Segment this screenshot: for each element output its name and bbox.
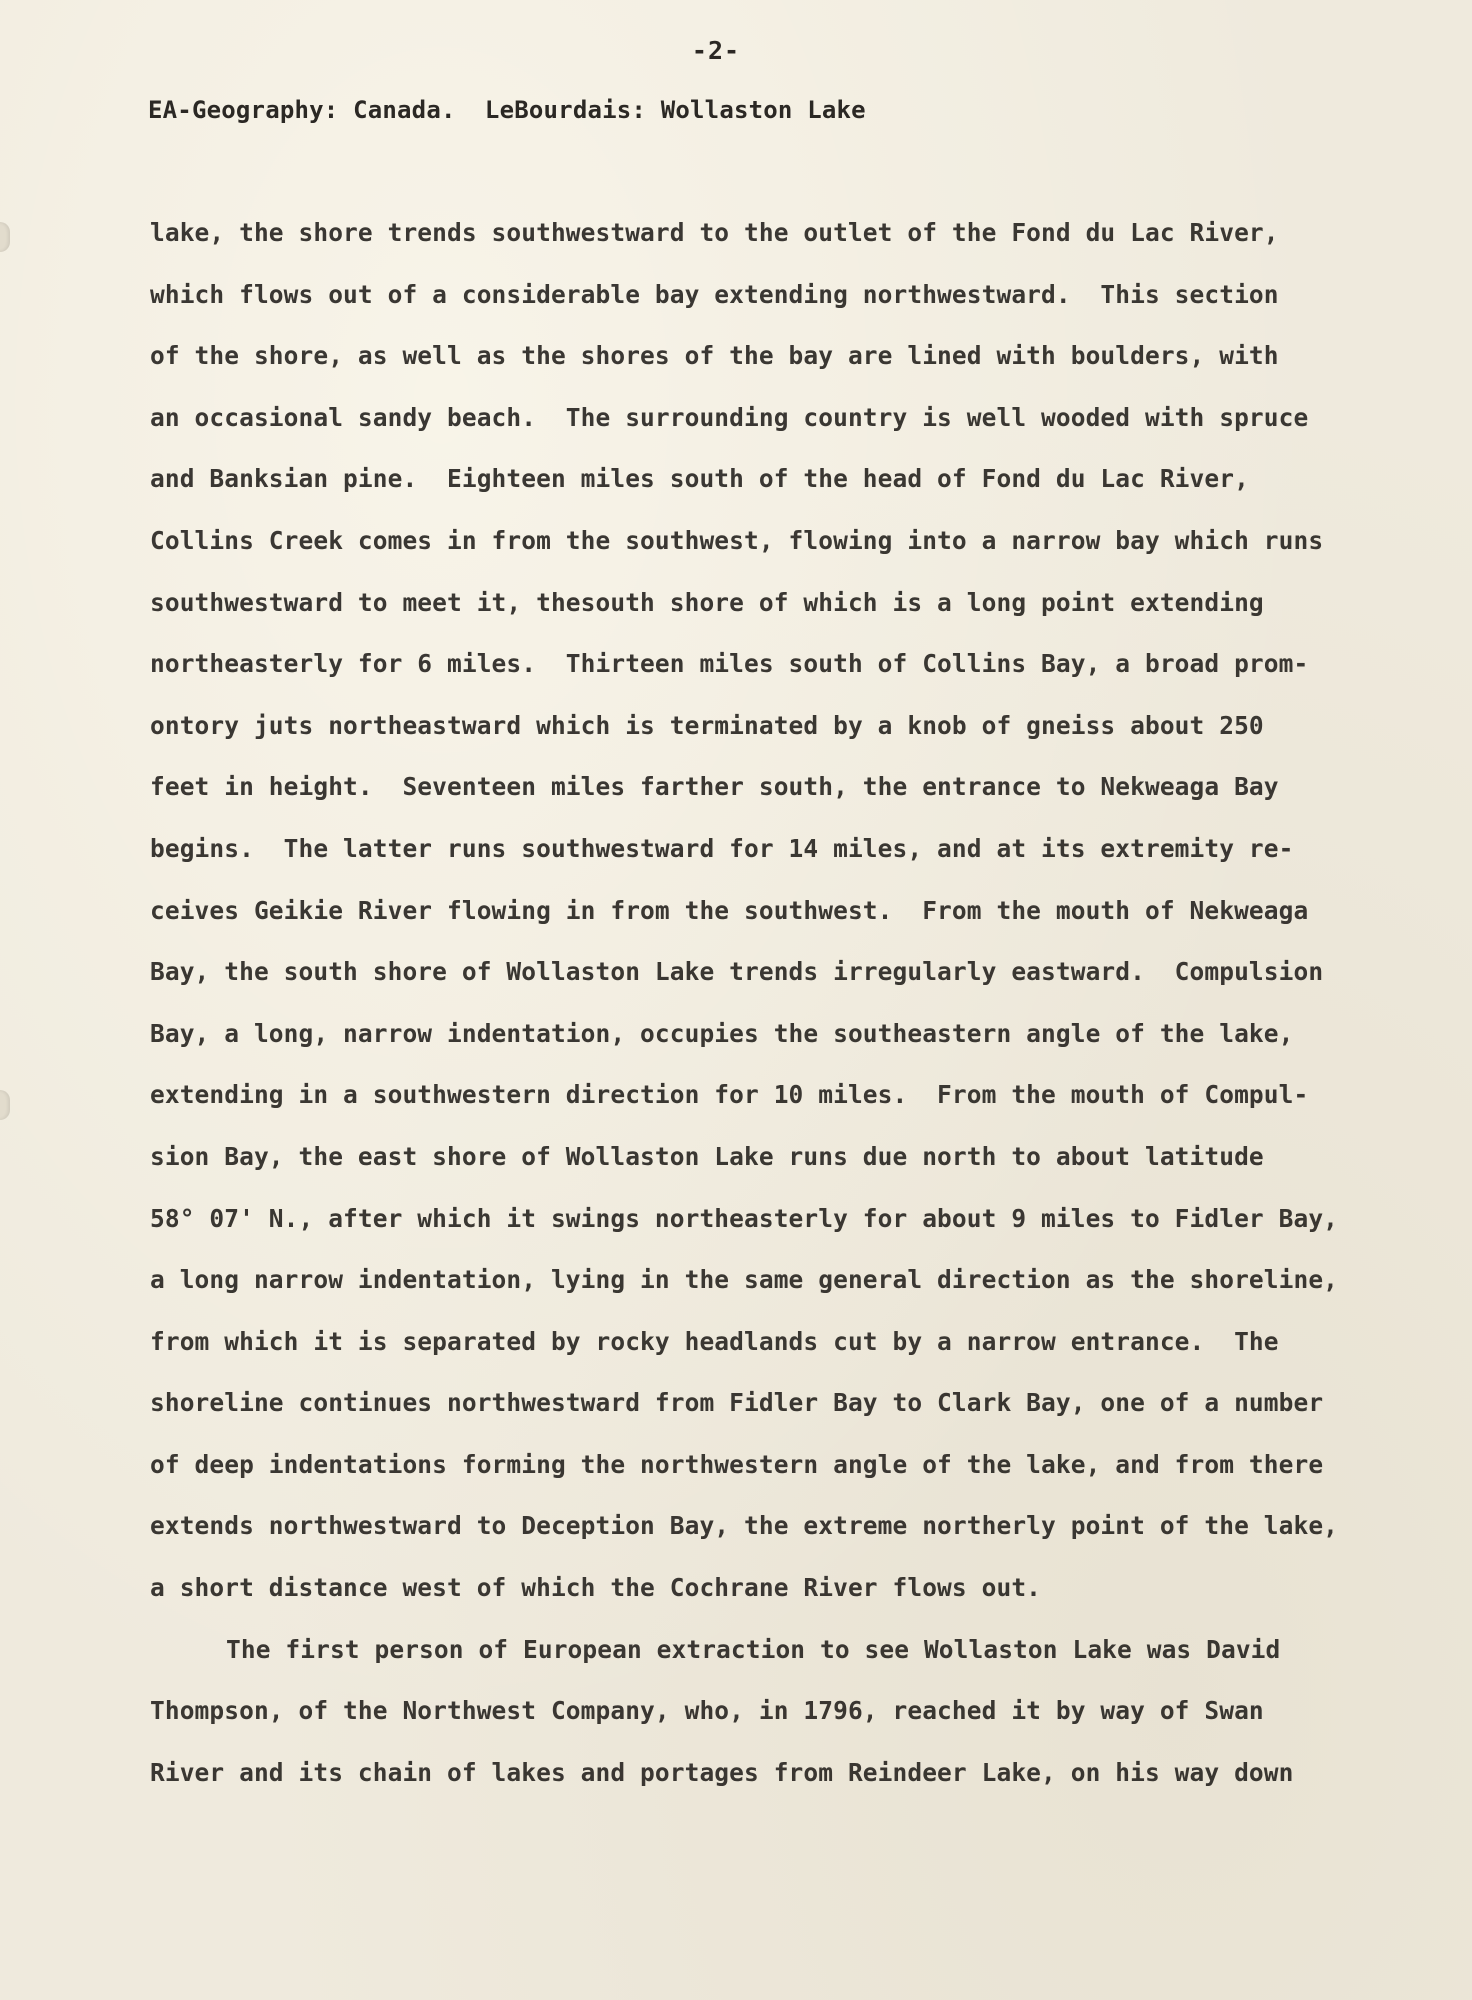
text-line: northeasterly for 6 miles. Thirteen miles south of Collins Bay, a broad prom- bbox=[150, 649, 1309, 679]
body-text bbox=[150, 213, 1380, 1814]
text-line: a short distance west of which the Cochrane River flows out. bbox=[150, 1573, 1042, 1603]
text-line: Bay, a long, narrow indentation, occupies the southeastern angle of the lake, bbox=[150, 1018, 1294, 1048]
text-line: extending in a southwestern direction for 10 miles. From the mouth of Compul- bbox=[150, 1080, 1309, 1110]
binder-hole bbox=[0, 222, 10, 252]
text-line: an occasional sandy beach. The surrounding country is well wooded with spruce bbox=[150, 402, 1309, 432]
text-line: 58° 07' N., after which it swings northeasterly for about 9 miles to Fidler Bay, bbox=[150, 1203, 1339, 1233]
text-line: of deep indentations forming the northwestern angle of the lake, and from there bbox=[150, 1449, 1324, 1479]
page-number-text: -2- bbox=[691, 36, 741, 65]
text-line: shoreline continues northwestward from Fidler Bay to Clark Bay, one of a number bbox=[150, 1388, 1324, 1418]
text-line: River and its chain of lakes and portages from Reindeer Lake, on his way down bbox=[150, 1757, 1294, 1787]
text-line: Bay, the south shore of Wollaston Lake trends irregularly eastward. Compulsion bbox=[150, 957, 1324, 987]
text-line: Thompson, of the Northwest Company, who, in 1796, reached it by way of Swan bbox=[150, 1696, 1264, 1726]
page-number bbox=[0, 36, 1472, 65]
text-line: ceives Geikie River flowing in from the southwest. From the mouth of Nekweaga bbox=[150, 895, 1309, 925]
text-line: and Banksian pine. Eighteen miles south of the head of Fond du Lac River, bbox=[150, 464, 1249, 494]
text-line: a long narrow indentation, lying in the same general direction as the shoreline, bbox=[150, 1265, 1339, 1295]
binder-hole bbox=[0, 1090, 10, 1120]
text-line: The first person of European extraction to see Wollaston Lake was David bbox=[226, 1634, 1281, 1664]
document-header: EA-Geography: Canada. LeBourdais: Wollaston Lake bbox=[148, 96, 866, 124]
text-line: southwestward to meet it, thesouth shore of which is a long point extending bbox=[150, 587, 1264, 617]
text-line: from which it is separated by rocky headlands cut by a narrow entrance. The bbox=[150, 1326, 1279, 1356]
text-line: ontory juts northeastward which is terminated by a knob of gneiss about 250 bbox=[150, 710, 1264, 740]
text-line: sion Bay, the east shore of Wollaston Lake runs due north to about latitude bbox=[150, 1141, 1264, 1171]
text-line: lake, the shore trends southwestward to the outlet of the Fond du Lac River, bbox=[150, 218, 1279, 247]
text-line: of the shore, as well as the shores of the bay are lined with boulders, with bbox=[150, 341, 1279, 371]
text-line: which flows out of a considerable bay extending northwestward. This section bbox=[150, 279, 1279, 309]
text-line: extends northwestward to Deception Bay, the extreme northerly point of the lake, bbox=[150, 1511, 1339, 1541]
text-line: Collins Creek comes in from the southwest, flowing into a narrow bay which runs bbox=[150, 525, 1324, 555]
text-line: begins. The latter runs southwestward for 14 miles, and at its extremity re- bbox=[150, 833, 1294, 863]
text-line: feet in height. Seventeen miles farther south, the entrance to Nekweaga Bay bbox=[150, 772, 1279, 802]
